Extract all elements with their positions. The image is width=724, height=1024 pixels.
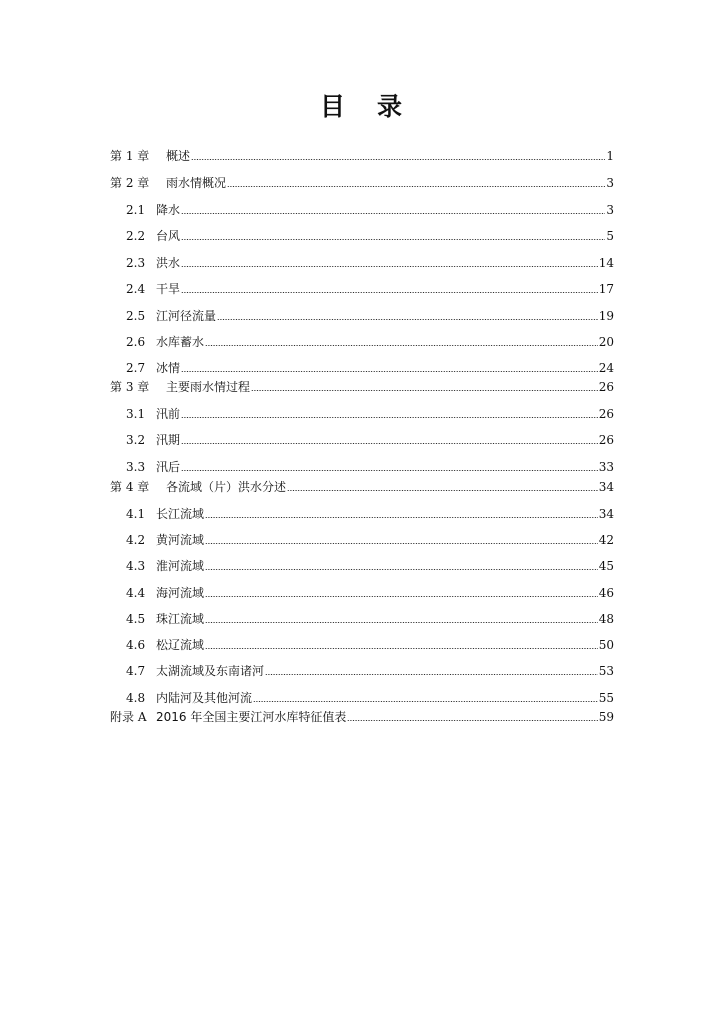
dot-leader <box>205 647 598 650</box>
toc-entry-number: 4.3 <box>126 559 146 573</box>
toc-entry-page: 55 <box>598 691 614 705</box>
dot-leader <box>251 389 598 392</box>
toc-entry-page: 3 <box>606 203 614 217</box>
toc-entry-label: 松辽流域 <box>156 638 205 652</box>
toc-entry-page: 24 <box>598 361 614 375</box>
toc-entry-label: 干旱 <box>156 282 181 296</box>
toc-entry-page: 20 <box>598 335 614 349</box>
toc-entry-label: 概述 <box>166 149 191 163</box>
toc-entry-number: 第 2 章 <box>110 176 150 190</box>
toc-entry-page: 46 <box>598 586 614 600</box>
toc-entry-label: 台风 <box>156 229 181 243</box>
toc-entry-number: 4.6 <box>126 638 146 652</box>
dot-leader <box>181 212 605 215</box>
toc-entry-page: 1 <box>606 149 614 163</box>
toc-entry-number: 4.2 <box>126 533 146 547</box>
toc-entry-number: 2.2 <box>126 229 146 243</box>
toc-entry-page: 19 <box>598 309 614 323</box>
toc-entry-number: 附录 A <box>110 710 147 724</box>
dot-leader <box>191 158 605 161</box>
toc-entry-number: 4.7 <box>126 664 146 678</box>
toc-entry-2-7[interactable] <box>126 359 614 375</box>
dot-leader <box>265 673 598 676</box>
toc-entry-number: 3.1 <box>126 407 146 421</box>
toc-entry-number: 第 1 章 <box>110 149 150 163</box>
dot-leader <box>347 719 597 722</box>
toc-entry-label: 汛期 <box>156 433 181 447</box>
toc-entry-number: 2.1 <box>126 203 146 217</box>
toc-entry-chapter-1[interactable] <box>110 147 614 163</box>
toc-entry-page: 17 <box>598 282 614 296</box>
dot-leader <box>287 489 598 492</box>
toc-entry-number: 3.3 <box>126 460 146 474</box>
toc-entry-page: 26 <box>598 380 614 394</box>
dot-leader <box>253 700 598 703</box>
toc-entry-label: 2016 年全国主要江河水库特征值表 <box>156 710 347 724</box>
toc-entry-label: 长江流域 <box>156 507 205 521</box>
toc-entry-number: 3.2 <box>126 433 146 447</box>
dot-leader <box>217 318 598 321</box>
toc-entry-2-2[interactable] <box>126 227 614 243</box>
toc-entry-label: 黄河流域 <box>156 533 205 547</box>
toc-entry-label: 冰情 <box>156 361 181 375</box>
toc-entry-number: 2.5 <box>126 309 146 323</box>
toc-entry-label: 各流域（片）洪水分述 <box>166 480 287 494</box>
toc-entry-label: 淮河流域 <box>156 559 205 573</box>
toc-entry-4-2[interactable] <box>126 531 614 547</box>
toc-entry-number: 第 4 章 <box>110 480 150 494</box>
toc-entry-2-1[interactable] <box>126 201 614 217</box>
toc-entry-page: 34 <box>598 480 614 494</box>
toc-entry-4-4[interactable] <box>126 584 614 600</box>
toc-entry-number: 2.3 <box>126 256 146 270</box>
toc-entry-4-6[interactable] <box>126 636 614 652</box>
dot-leader <box>205 344 598 347</box>
toc-entry-number: 4.5 <box>126 612 146 626</box>
toc-entry-2-4[interactable] <box>126 280 614 296</box>
toc-entry-page: 33 <box>598 460 614 474</box>
toc-entry-number: 2.7 <box>126 361 146 375</box>
toc-entry-3-1[interactable] <box>126 405 614 421</box>
toc-entry-label: 主要雨水情过程 <box>166 380 251 394</box>
toc-entry-page: 50 <box>598 638 614 652</box>
toc-entry-number: 4.8 <box>126 691 146 705</box>
dot-leader <box>205 542 598 545</box>
toc-entry-4-8[interactable] <box>126 689 614 705</box>
toc-entry-label: 江河径流量 <box>156 309 217 323</box>
toc-entry-page: 5 <box>606 229 614 243</box>
dot-leader <box>181 416 598 419</box>
dot-leader <box>205 516 598 519</box>
toc-entry-4-1[interactable] <box>126 505 614 521</box>
toc-entry-label: 雨水情概况 <box>166 176 227 190</box>
toc-entry-page: 14 <box>598 256 614 270</box>
toc-entry-label: 水库蓄水 <box>156 335 205 349</box>
toc-entry-4-3[interactable] <box>126 557 614 573</box>
toc-entry-label: 内陆河及其他河流 <box>156 691 253 705</box>
dot-leader <box>181 469 598 472</box>
toc-entry-appendix-a[interactable] <box>110 708 614 724</box>
toc-entry-2-5[interactable] <box>126 307 614 323</box>
toc-entry-number: 第 3 章 <box>110 380 150 394</box>
toc-entry-3-3[interactable] <box>126 458 614 474</box>
dot-leader <box>181 442 598 445</box>
toc-entry-2-3[interactable] <box>126 254 614 270</box>
toc-entry-page: 59 <box>598 710 614 724</box>
toc-entry-label: 太湖流域及东南诸河 <box>156 664 265 678</box>
toc-entry-2-6[interactable] <box>126 333 614 349</box>
toc-title <box>0 92 724 122</box>
toc-entry-page: 3 <box>606 176 614 190</box>
toc-entry-number: 4.4 <box>126 586 146 600</box>
toc-entry-4-5[interactable] <box>126 610 614 626</box>
toc-entry-page: 48 <box>598 612 614 626</box>
toc-entry-number: 2.4 <box>126 282 146 296</box>
dot-leader <box>181 291 598 294</box>
dot-leader <box>181 238 605 241</box>
toc-entry-label: 汛后 <box>156 460 181 474</box>
toc-entry-number: 2.6 <box>126 335 146 349</box>
dot-leader <box>227 185 605 188</box>
toc-entry-page: 26 <box>598 407 614 421</box>
toc-entry-label: 珠江流域 <box>156 612 205 626</box>
toc-entry-page: 34 <box>598 507 614 521</box>
toc-entry-label: 降水 <box>156 203 181 217</box>
toc-entry-page: 53 <box>598 664 614 678</box>
toc-title-char-1: 目 <box>319 92 347 121</box>
toc-entry-4-7[interactable] <box>126 662 614 678</box>
dot-leader <box>181 265 598 268</box>
dot-leader <box>205 568 598 571</box>
toc-entry-label: 海河流域 <box>156 586 205 600</box>
toc-title-char-2: 录 <box>377 92 405 121</box>
toc-entry-label: 汛前 <box>156 407 181 421</box>
toc-entry-page: 42 <box>598 533 614 547</box>
toc-entry-chapter-2[interactable] <box>110 174 614 190</box>
toc-entry-chapter-4[interactable] <box>110 478 614 494</box>
toc-entry-page: 26 <box>598 433 614 447</box>
toc-entry-page: 45 <box>598 559 614 573</box>
dot-leader <box>205 621 598 624</box>
toc-entry-3-2[interactable] <box>126 431 614 447</box>
dot-leader <box>205 595 598 598</box>
toc-entry-chapter-3[interactable] <box>110 378 614 394</box>
toc-entry-number: 4.1 <box>126 507 146 521</box>
dot-leader <box>181 370 598 373</box>
toc-entry-label: 洪水 <box>156 256 181 270</box>
